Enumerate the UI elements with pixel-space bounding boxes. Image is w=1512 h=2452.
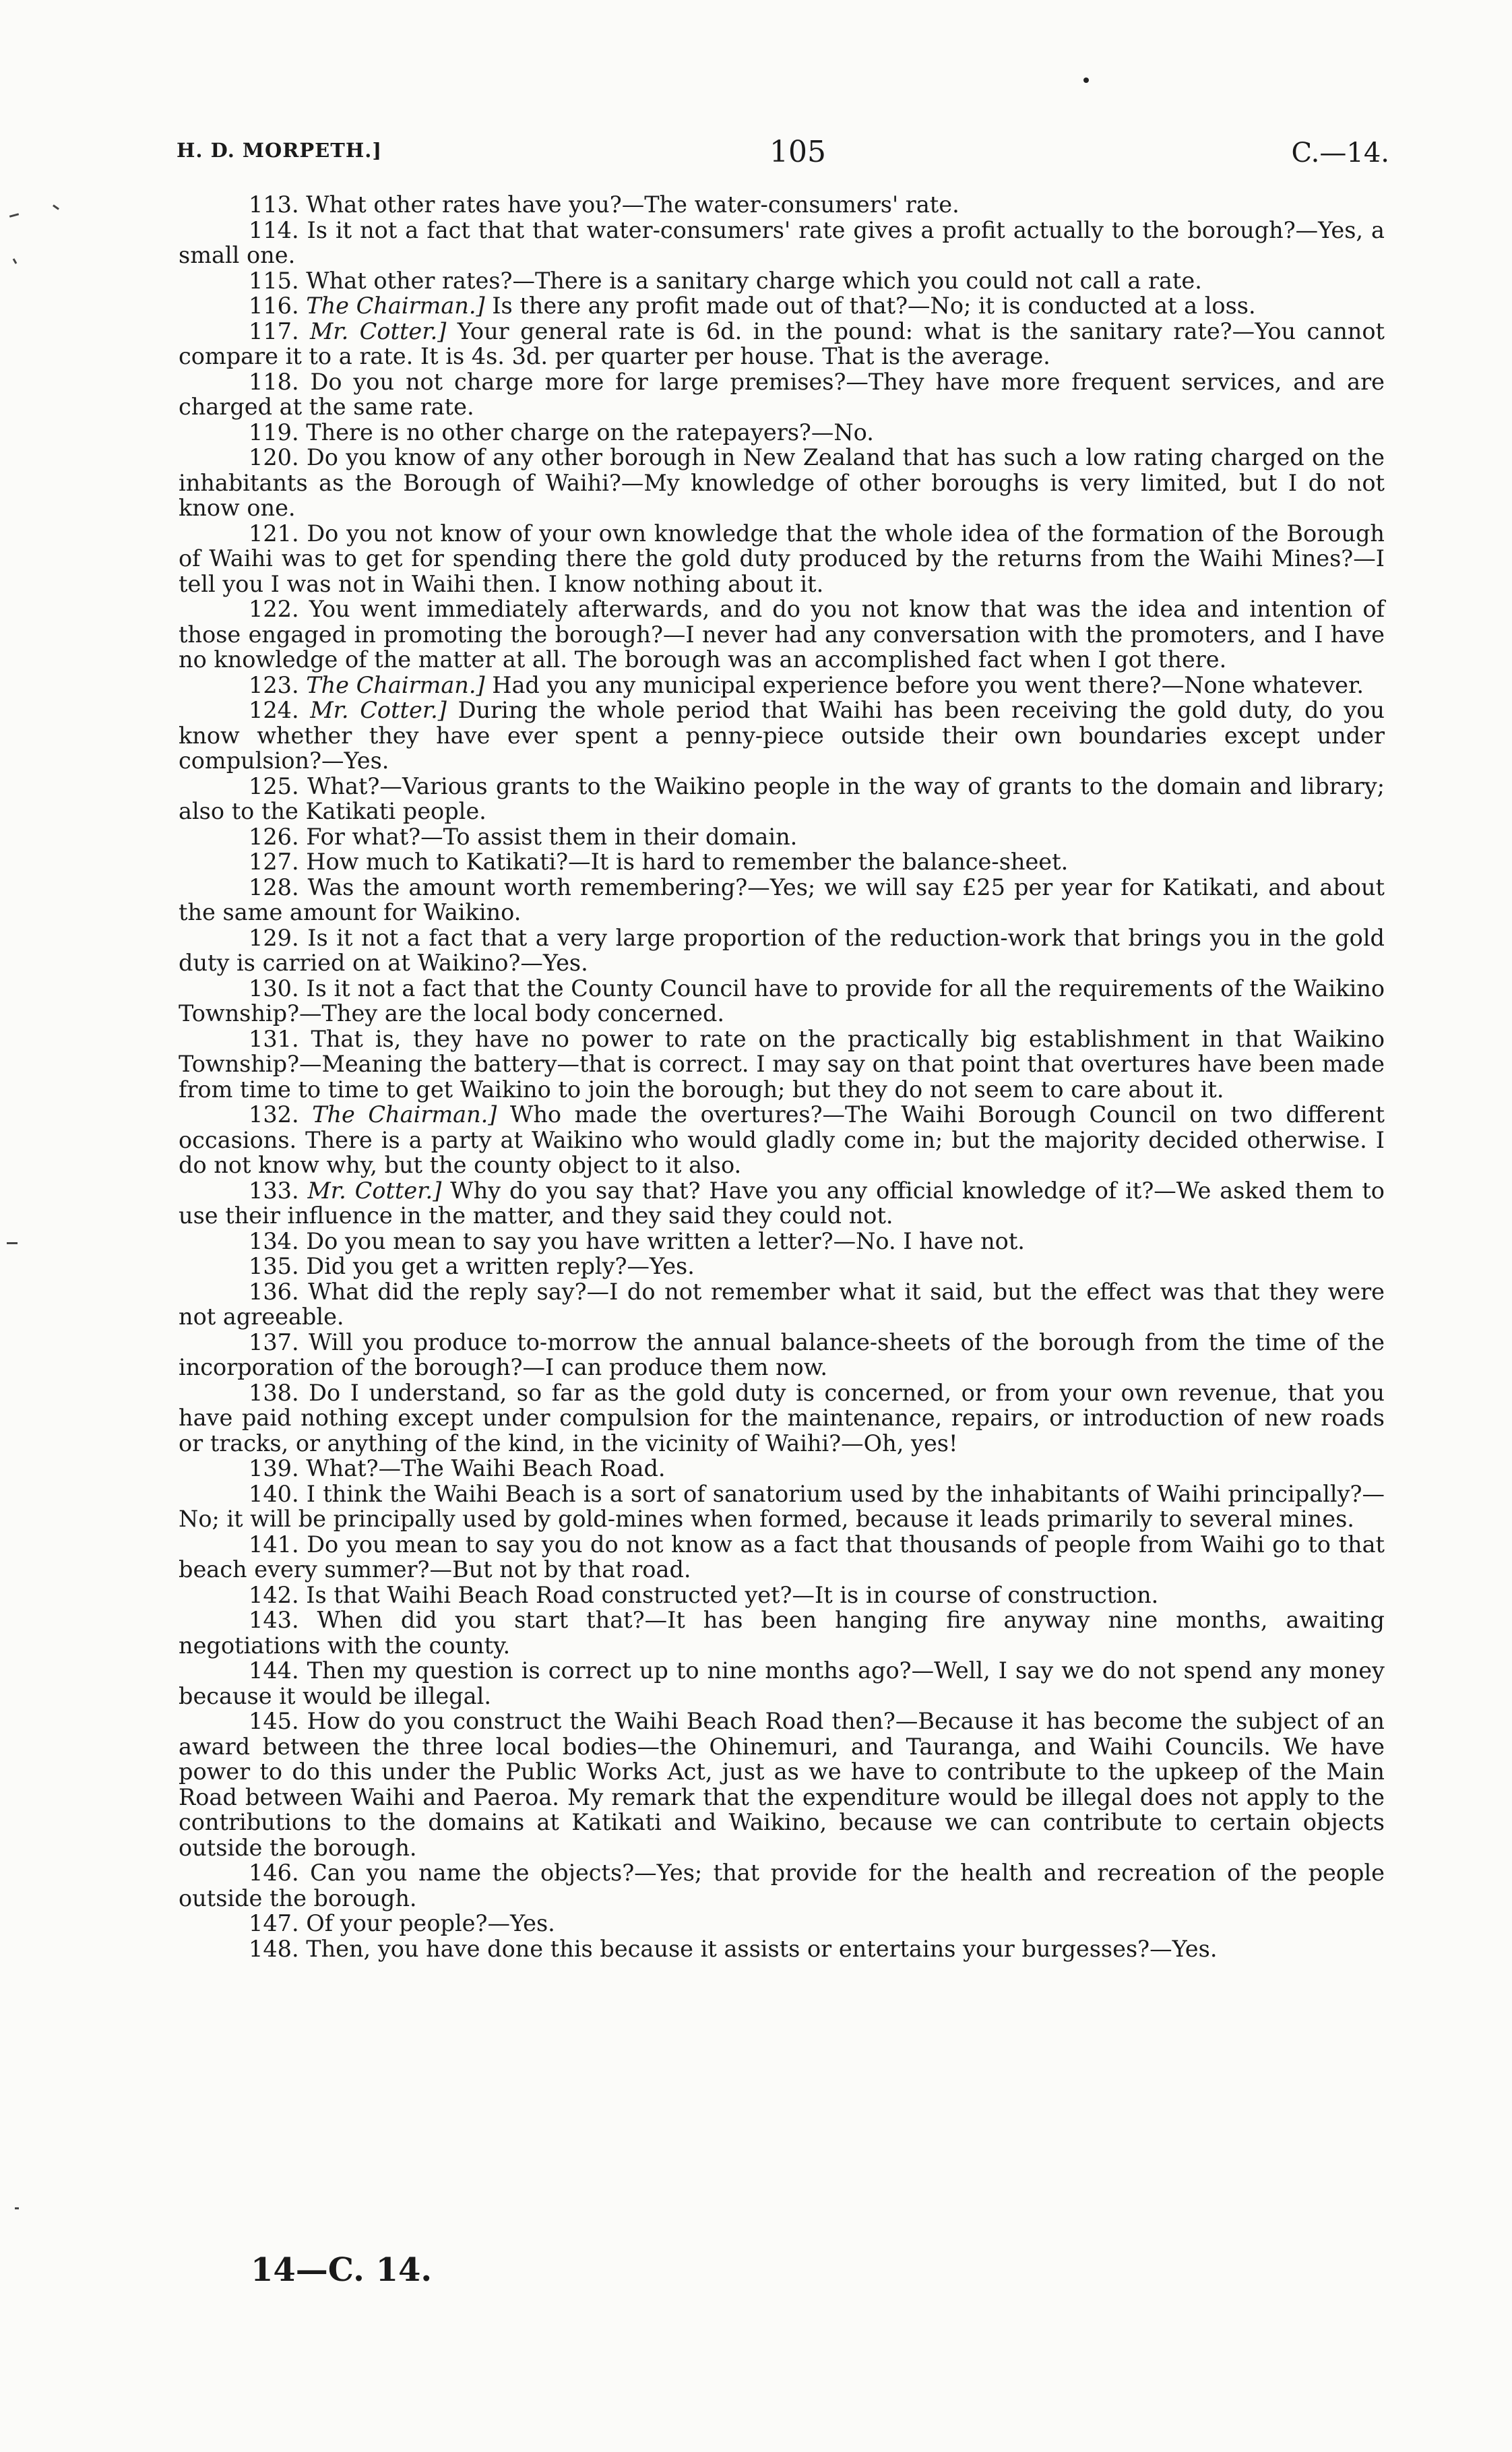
evidence-body (179, 192, 1385, 1961)
paragraph-text: 130. Is it not a fact that the County Council have to provide for all the requirements of the Waikino Township?—They are the local body concerned. (179, 975, 1385, 1026)
speaker-label: Mr. Cotter.] (307, 1177, 442, 1204)
evidence-paragraph (179, 976, 1385, 1026)
evidence-paragraph (179, 1380, 1385, 1457)
margin-mark (53, 204, 59, 210)
evidence-paragraph (179, 849, 1385, 875)
paragraph-text: Is there any profit made out of that?—No; it is conducted at a loss. (492, 293, 1256, 319)
document-reference: C.—14. (1291, 137, 1389, 168)
evidence-paragraph (179, 1102, 1385, 1178)
speaker-label: The Chairman.] (306, 293, 485, 319)
paragraph-text: 122. You went immediately afterwards, and do you not know that was the idea and intention of those engaged in promoting the borough?—I never had any conversation with the promoters, and I have no knowledge of the matter at all. The borough was an accomplished fact when I got there. (179, 596, 1385, 673)
evidence-paragraph (179, 420, 1385, 446)
evidence-paragraph (179, 1860, 1385, 1911)
page-header (177, 135, 1389, 175)
evidence-paragraph (179, 925, 1385, 976)
paragraph-text: 147. Of your people?—Yes. (249, 1910, 555, 1936)
question-number: 123. (249, 671, 299, 698)
paragraph-text: 145. How do you construct the Waihi Beach Road then?—Because it has become the subject of an award between the three local bodies—the Ohinemuri, and Tauranga, and Waihi Councils. We have power to do this under the Public Works Act, just as we have to contribute to the upkeep of the Main Road between Waihi and Paeroa. My remark that the expenditure would be illegal does not apply to the contributions to the domains at Katikati and Waikino, because we can contribute to certain objects outside the borough. (179, 1708, 1385, 1861)
paragraph-text: 121. Do you not know of your own knowledge that the whole idea of the formation of the Borough of Waihi was to get for spending there the gold duty produced by the returns from the Waihi Mines?—I tell you I was not in Waihi then. I know nothing about it. (179, 520, 1385, 597)
question-number: 117. (249, 317, 299, 344)
paragraph-text: 136. What did the reply say?—I do not remember what it said, but the effect was that they were not agreeable. (179, 1278, 1385, 1330)
paragraph-text: 141. Do you mean to say you do not know as a fact that thousands of people from Waihi go to that beach every summer?—But not by that road. (179, 1531, 1385, 1583)
paragraph-text: 146. Can you name the objects?—Yes; that provide for the health and recreation of the people outside the borough. (179, 1860, 1385, 1911)
paragraph-text: 131. That is, they have no power to rate on the practically big establishment in that Waikino Township?—Meaning the battery—that is correct. I may say on that point that overtures have been made from time to time to get Waikino to join the borough; but they do not seem to care about it. (179, 1025, 1385, 1103)
paragraph-text: Had you any municipal experience before you went there?—None whatever. (492, 671, 1364, 698)
paragraph-text: 142. Is that Waihi Beach Road constructed yet?—It is in course of construction. (249, 1581, 1159, 1608)
evidence-paragraph (179, 1481, 1385, 1532)
evidence-paragraph (179, 192, 1385, 218)
speaker-label: Mr. Cotter.] (310, 697, 447, 723)
signature-mark: 14—C. 14. (251, 2251, 433, 2289)
question-number: 124. (249, 697, 299, 723)
paragraph-text: 148. Then, you have done this because it assists or entertains your burgesses?—Yes. (249, 1935, 1218, 1962)
evidence-paragraph (179, 824, 1385, 850)
evidence-paragraph (179, 218, 1385, 268)
evidence-paragraph (179, 1026, 1385, 1103)
paragraph-text: 140. I think the Waihi Beach is a sort of sanatorium used by the inhabitants of Waihi principally?—No; it will be principally used by gold-mines when formed, because it leads primarily to several mines. (179, 1480, 1385, 1532)
evidence-paragraph (179, 521, 1385, 597)
ink-dot (1083, 78, 1089, 83)
evidence-paragraph (179, 875, 1385, 925)
page-number: 105 (769, 135, 826, 169)
paragraph-text: 138. Do I understand, so far as the gold duty is concerned, or from your own revenue, that you have paid nothing except under compulsion for the maintenance, repairs, or introduction of new roads or tracks, or anything of the kind, in the vicinity of Waihi?—Oh, yes! (179, 1379, 1385, 1457)
question-number: 132. (249, 1101, 299, 1128)
evidence-paragraph (179, 1254, 1385, 1279)
paragraph-text: 129. Is it not a fact that a very large proportion of the reduction-work that brings you in the gold duty is carried on at Waikino?—Yes. (179, 924, 1385, 976)
paragraph-text: 115. What other rates?—There is a sanitary charge which you could not call a rate. (249, 267, 1202, 294)
paragraph-text: 114. Is it not a fact that that water-consumers' rate gives a profit actually to the borough?—Yes, a small one. (179, 216, 1385, 268)
paragraph-text: 144. Then my question is correct up to nine months ago?—Well, I say we do not spend any money because it would be illegal. (179, 1657, 1385, 1709)
evidence-paragraph (179, 1607, 1385, 1658)
evidence-paragraph (179, 1532, 1385, 1583)
margin-mark (15, 2207, 19, 2209)
evidence-paragraph (179, 1279, 1385, 1330)
margin-mark (7, 1242, 18, 1244)
evidence-paragraph (179, 319, 1385, 369)
witness-name: H. D. MORPETH.] (177, 139, 383, 162)
paragraph-text: 120. Do you know of any other borough in New Zealand that has such a low rating charged on the inhabitants as the Borough of Waihi?—My knowledge of other boroughs is very limited, but I do not know one. (179, 444, 1385, 521)
evidence-paragraph (179, 1178, 1385, 1229)
evidence-paragraph (179, 1583, 1385, 1608)
paragraph-text: 128. Was the amount worth remembering?—Yes; we will say £25 per year for Katikati, and about the same amount for Waikino. (179, 873, 1385, 925)
paragraph-text: Your general rate is 6d. in the pound: what is the sanitary rate?—You cannot compare it to a rate. It is 4s. 3d. per quarter per house. That is the average. (179, 317, 1385, 369)
evidence-paragraph (179, 1229, 1385, 1254)
evidence-paragraph (179, 596, 1385, 673)
margin-mark (9, 213, 19, 218)
paragraph-text: Why do you say that? Have you any official knowledge of it?—We asked them to use their influence in the matter, and they said they could not. (179, 1177, 1385, 1229)
paragraph-text: 118. Do you not charge more for large premises?—They have more frequent services, and are charged at the same rate. (179, 368, 1385, 420)
paragraph-text: 137. Will you produce to-morrow the annual balance-sheets of the borough from the time of the incorporation of the borough?—I can produce them now. (179, 1328, 1385, 1380)
evidence-paragraph (179, 1709, 1385, 1860)
speaker-label: Mr. Cotter.] (310, 317, 447, 344)
evidence-paragraph (179, 673, 1385, 698)
paragraph-text: 113. What other rates have you?—The water-consumers' rate. (249, 191, 959, 218)
evidence-paragraph (179, 268, 1385, 294)
evidence-paragraph (179, 774, 1385, 824)
paragraph-text: Who made the overtures?—The Waihi Borough Council on two different occasions. There is a party at Waikino who would gladly come in; but the majority decided otherwise. I do not know why, but the county object to it also. (179, 1101, 1385, 1178)
paragraph-text: 119. There is no other charge on the ratepayers?—No. (249, 419, 874, 446)
evidence-paragraph (179, 1658, 1385, 1709)
paragraph-text: 127. How much to Katikati?—It is hard to remember the balance-sheet. (249, 849, 1069, 875)
paragraph-text: 134. Do you mean to say you have written a letter?—No. I have not. (249, 1227, 1025, 1254)
paragraph-text: During the whole period that Waihi has been receiving the gold duty, do you know whether they have ever spent a penny-piece outside their own boundaries except under compulsion?—Yes. (179, 697, 1385, 774)
evidence-paragraph (179, 1456, 1385, 1481)
evidence-paragraph (179, 369, 1385, 420)
paragraph-text: 143. When did you start that?—It has been hanging fire anyway nine months, awaiting negotiations with the county. (179, 1607, 1385, 1659)
margin-mark (13, 258, 18, 264)
paragraph-text: 135. Did you get a written reply?—Yes. (249, 1253, 695, 1279)
evidence-paragraph (179, 445, 1385, 521)
evidence-paragraph (179, 698, 1385, 774)
evidence-paragraph (179, 293, 1385, 319)
paragraph-text: 125. What?—Various grants to the Waikino people in the way of grants to the domain and library; also to the Katikati people. (179, 772, 1385, 824)
paragraph-text: 139. What?—The Waihi Beach Road. (249, 1455, 666, 1481)
evidence-paragraph (179, 1936, 1385, 1962)
question-number: 133. (249, 1177, 299, 1204)
evidence-paragraph (179, 1911, 1385, 1936)
paragraph-text: 126. For what?—To assist them in their domain. (249, 823, 798, 850)
evidence-paragraph (179, 1330, 1385, 1380)
question-number: 116. (249, 293, 299, 319)
speaker-label: The Chairman.] (312, 1101, 497, 1128)
speaker-label: The Chairman.] (306, 671, 485, 698)
